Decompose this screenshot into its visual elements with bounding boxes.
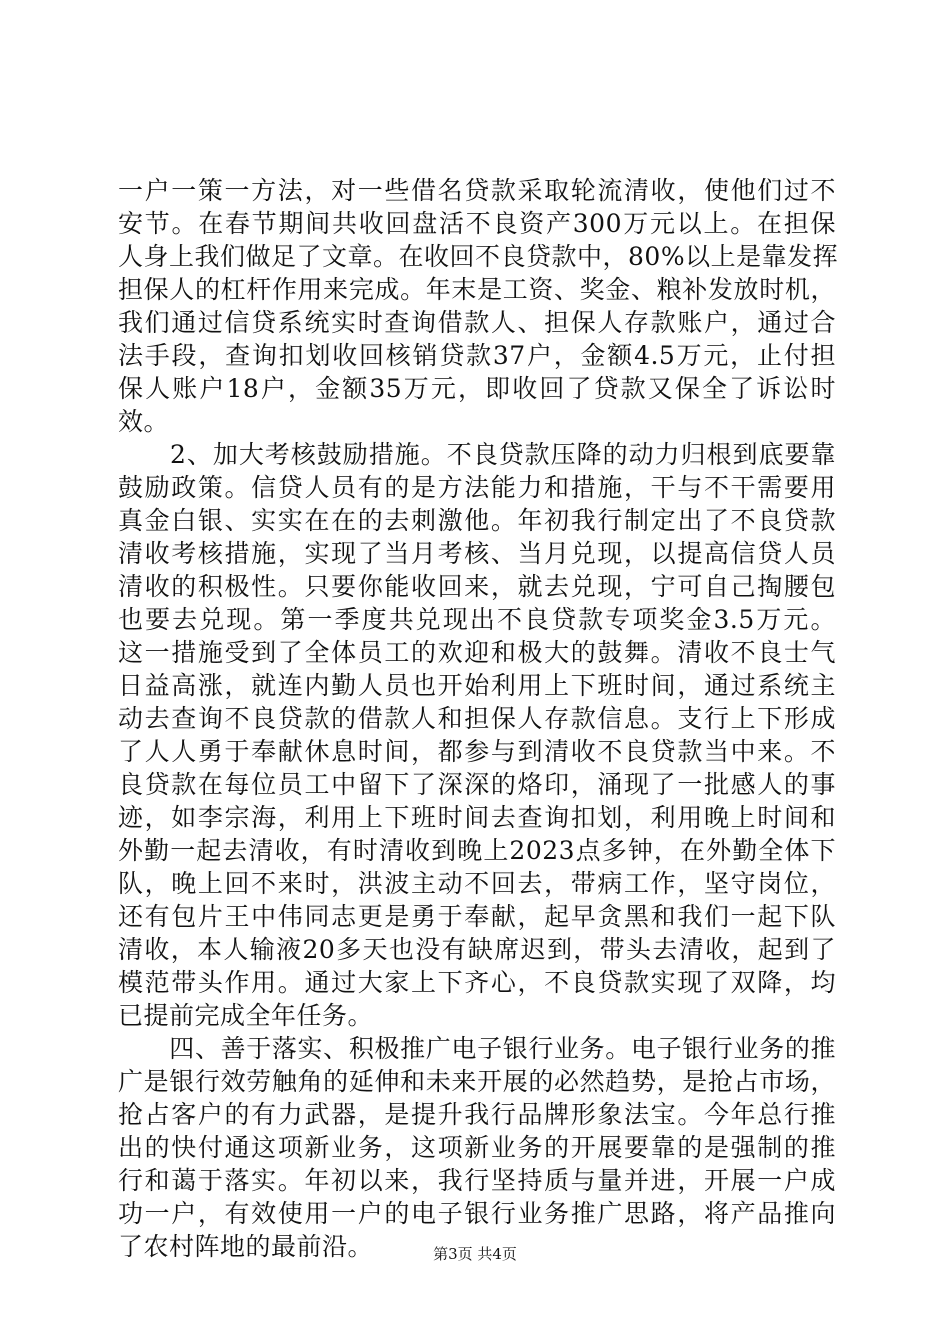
text-line: 担保人的杠杆作用来完成。年末是工资、奖金、粮补发放时机，: [118, 275, 836, 304]
text-line: 一户一策一方法，对一些借名贷款采取轮流清收，使他们过不: [118, 176, 836, 205]
text-line: 了人人勇于奉献休息时间，都参与到清收不良贷款当中来。不: [118, 737, 836, 766]
text-line: 清收考核措施，实现了当月考核、当月兑现，以提高信贷人员: [118, 539, 836, 568]
text-line: 也要去兑现。第一季度共兑现出不良贷款专项奖金3.5万元。: [118, 605, 836, 634]
text-line: 保人账户18户，金额35万元，即收回了贷款又保全了诉讼时: [118, 374, 836, 403]
text-line: 良贷款在每位员工中留下了深深的烙印，涌现了一批感人的事: [118, 770, 836, 799]
text-line: 还有包片王中伟同志更是勇于奉献，起早贪黑和我们一起下队: [118, 902, 836, 931]
text-line: 模范带头作用。通过大家上下齐心，不良贷款实现了双降，均: [118, 968, 836, 997]
text-line: 了农村阵地的最前沿。: [118, 1232, 374, 1261]
text-line: 日益高涨，就连内勤人员也开始利用上下班时间，通过系统主: [118, 671, 836, 700]
text-line: 外勤一起去清收，有时清收到晚上2023点多钟，在外勤全体下: [118, 836, 836, 865]
text-line: 功一户，有效使用一户的电子银行业务推广思路，将产品推向: [118, 1199, 836, 1228]
text-line: 出的快付通这项新业务，这项新业务的开展要靠的是强制的推: [118, 1133, 836, 1162]
text-line: 真金白银、实实在在的去刺激他。年初我行制定出了不良贷款: [118, 506, 836, 535]
text-line: 抢占客户的有力武器，是提升我行品牌形象法宝。今年总行推: [118, 1100, 836, 1129]
text-line: 法手段，查询扣划收回核销贷款37户，金额4.5万元，止付担: [118, 341, 836, 370]
text-line: 效。: [118, 407, 170, 436]
body-text: [118, 174, 839, 1263]
text-line: 四、善于落实、积极推广电子银行业务。电子银行业务的推: [118, 1034, 836, 1063]
text-line: 行和蔼于落实。年初以来，我行坚持质与量并进，开展一户成: [118, 1166, 836, 1195]
text-line: 2、加大考核鼓励措施。不良贷款压降的动力归根到底要靠: [118, 440, 836, 469]
text-line: 动去查询不良贷款的借款人和担保人存款信息。支行上下形成: [118, 704, 836, 733]
text-line: 这一措施受到了全体员工的欢迎和极大的鼓舞。清收不良士气: [118, 638, 836, 667]
text-line: 清收，本人输液20多天也没有缺席迟到，带头去清收，起到了: [118, 935, 836, 964]
text-line: 已提前完成全年任务。: [118, 1001, 374, 1030]
text-line: 我们通过信贷系统实时查询借款人、担保人存款账户，通过合: [118, 308, 836, 337]
text-line: 迹，如李宗海，利用上下班时间去查询扣划，利用晚上时间和: [118, 803, 836, 832]
page-number-footer: 第3页 共4页: [433, 1245, 517, 1263]
text-line: 广是银行效劳触角的延伸和未来开展的必然趋势，是抢占市场，: [118, 1067, 836, 1096]
text-line: 安节。在春节期间共收回盘活不良资产300万元以上。在担保: [118, 209, 836, 238]
text-line: 队，晚上回不来时，洪波主动不回去，带病工作，坚守岗位，: [118, 869, 836, 898]
text-line: 清收的积极性。只要你能收回来，就去兑现，宁可自己掏腰包: [118, 572, 836, 601]
text-line: 鼓励政策。信贷人员有的是方法能力和措施，干与不干需要用: [118, 473, 836, 502]
text-line: 人身上我们做足了文章。在收回不良贷款中，80%以上是靠发挥: [118, 242, 839, 271]
